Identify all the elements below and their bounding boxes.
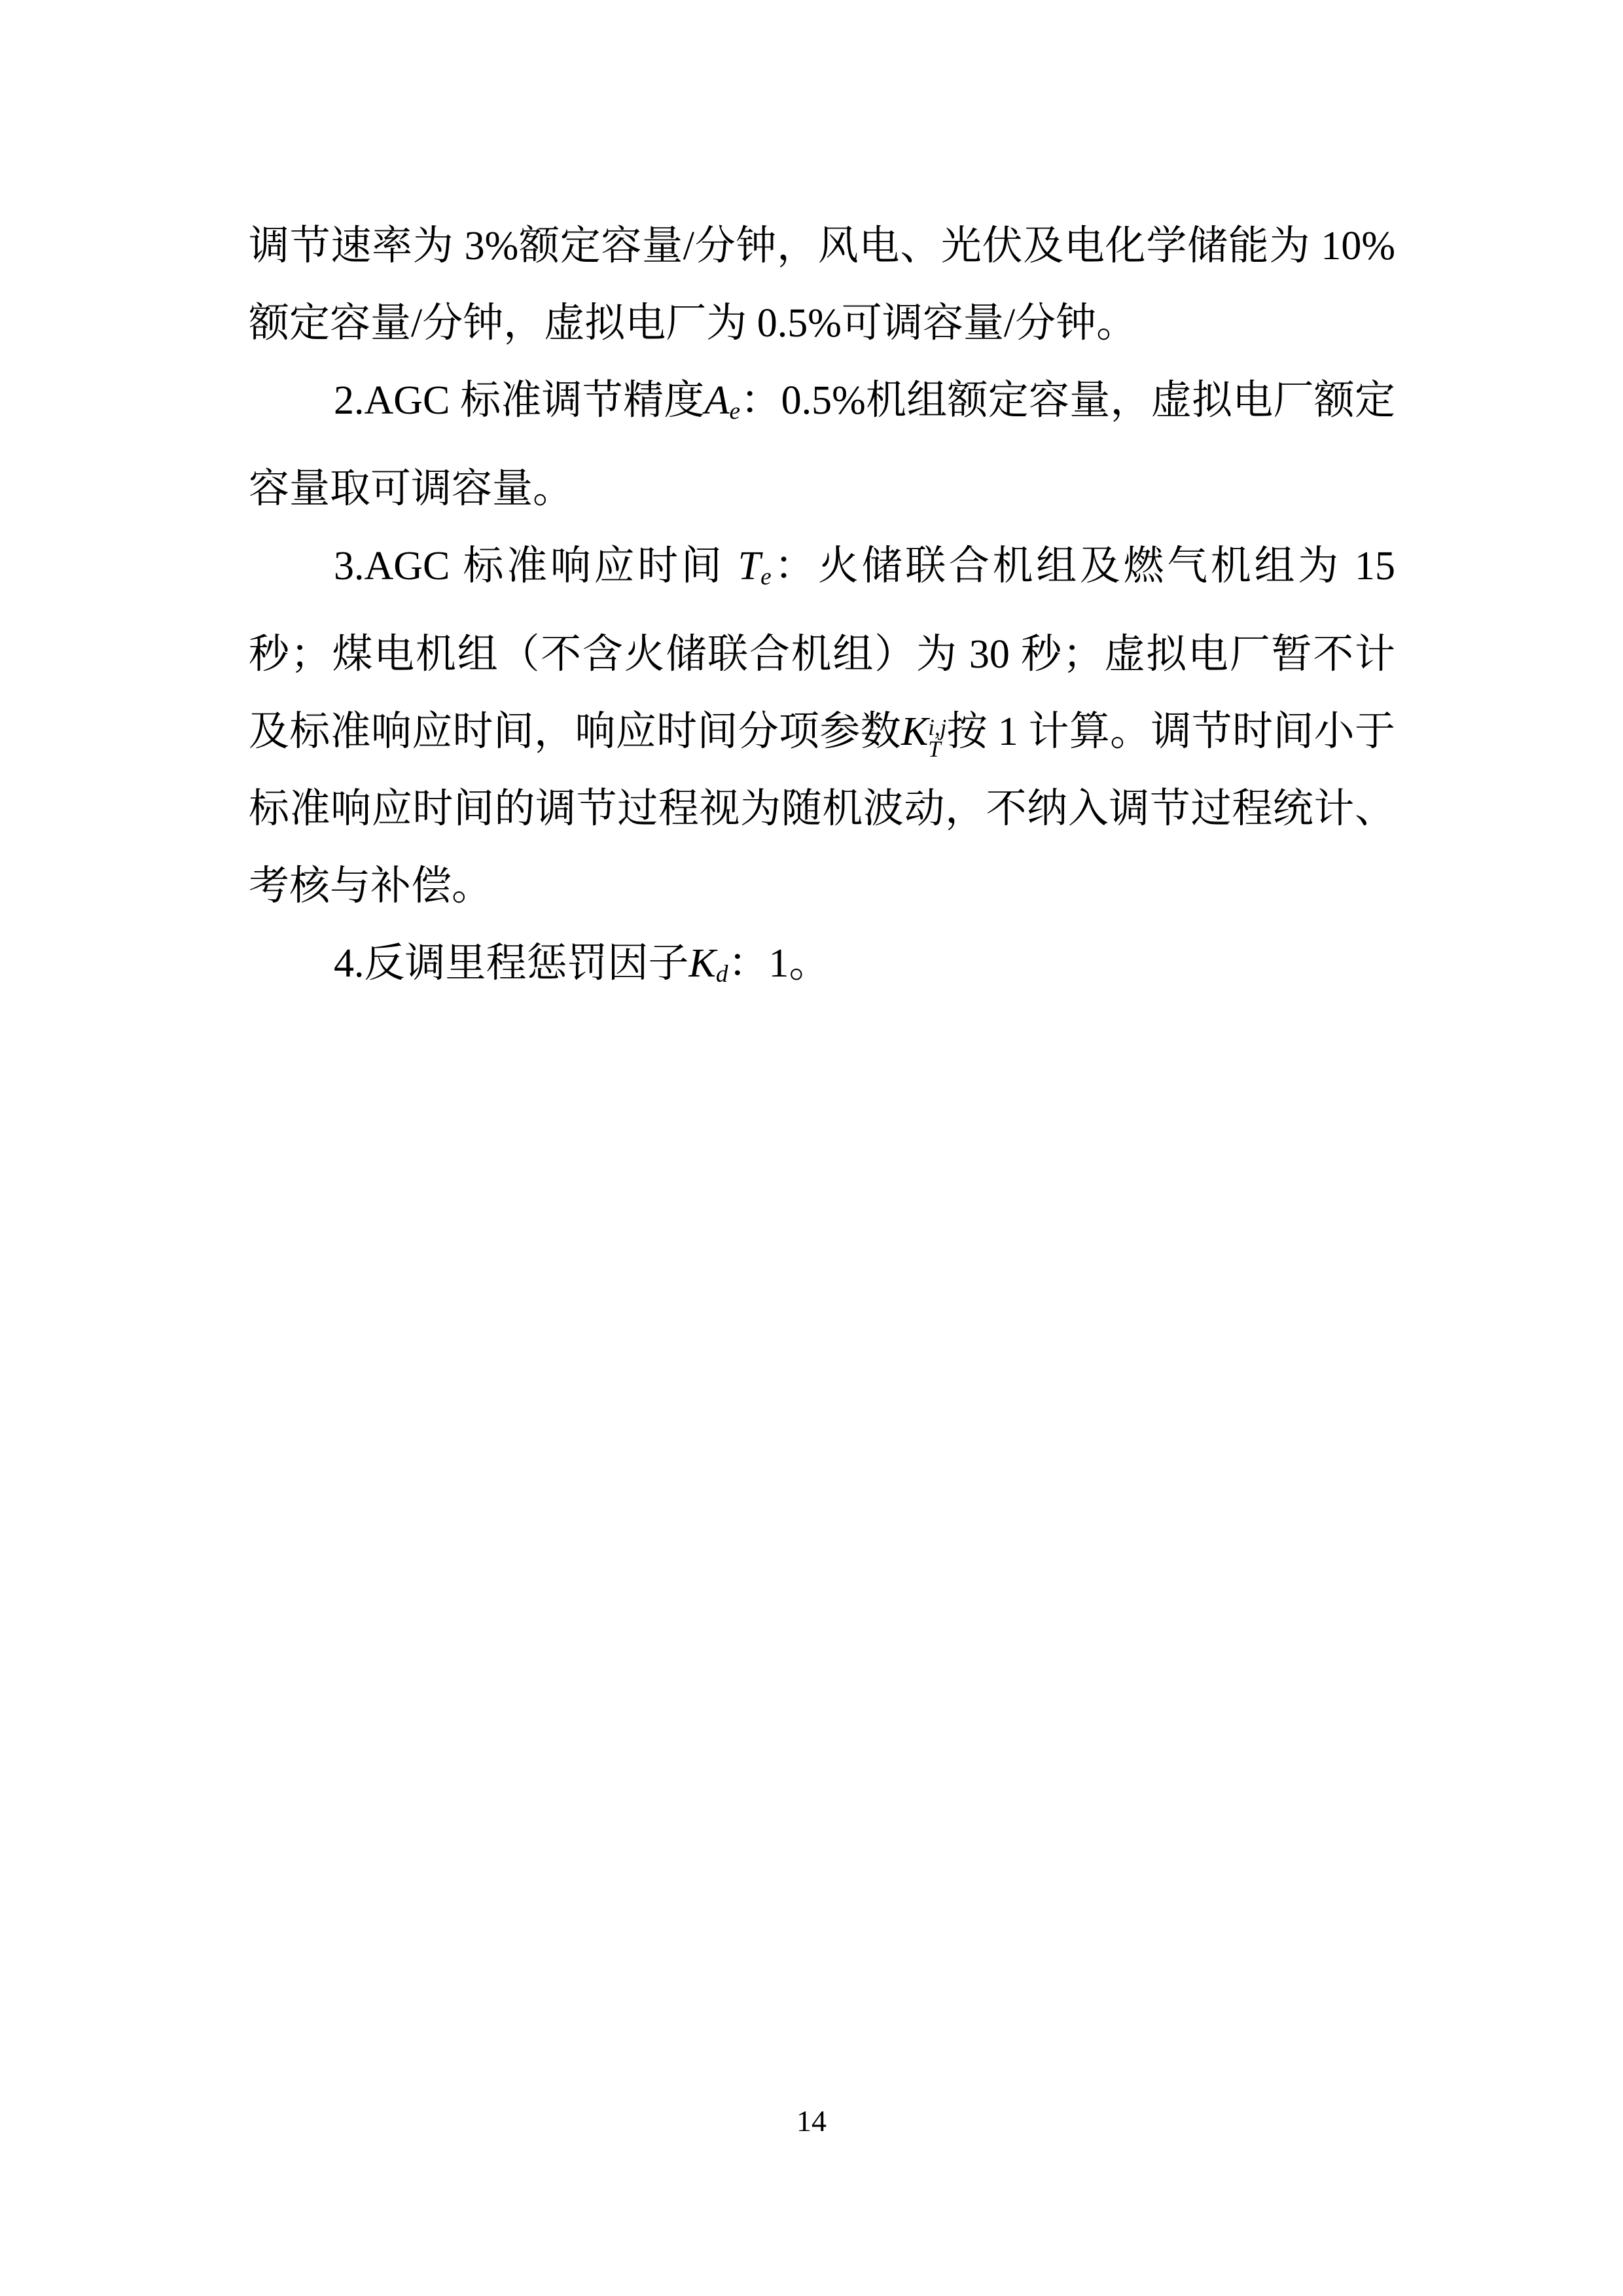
para-agc-regulation-precision [249,362,1395,528]
text-run: ：火储联合机组及燃气机组为 15 秒；煤电机组（不含火储联合机组）为 30 秒；虚拟电厂暂不计及标准响应时间，响应时间分项参数 [249,544,1395,755]
text-run: 3.AGC 标准响应时间 [334,544,738,589]
text-run: 4.反调里程惩罚因子 [334,941,689,986]
math-subscript: d [715,961,728,988]
math-supsub [928,717,946,761]
text-run: 按 1 计算。调节时间小于标准响应时间的调节过程视为随机波动，不纳入调节过程统计、考核与补偿。 [249,709,1395,909]
para-counter-regulation-penalty-factor [249,925,1395,1013]
para-agc-response-time [249,528,1395,925]
math-subscript: e [760,564,772,591]
document-body [249,207,1395,1014]
para-regulation-rate [249,207,1395,362]
math-variable: T [738,544,761,589]
math-variable: K [901,709,929,755]
text-run: ：0.5%机组额定容量，虚拟电厂额定容量取可调容量。 [249,378,1395,512]
math-superscript: i,j [928,715,947,741]
text-run: ：1。 [728,941,830,986]
text-run: 2.AGC 标准调节精度 [334,378,705,423]
text-run: 调节速率为 3%额定容量/分钟，风电、光伏及电化学储能为 10%额定容量/分钟，虚拟电厂为 0.5%可调容量/分钟。 [249,224,1395,346]
math-variable: A [704,378,730,423]
page-number: 14 [796,2104,827,2138]
math-subscript: T [928,736,941,762]
math-variable: K [688,941,716,986]
math-subscript: e [729,398,741,425]
